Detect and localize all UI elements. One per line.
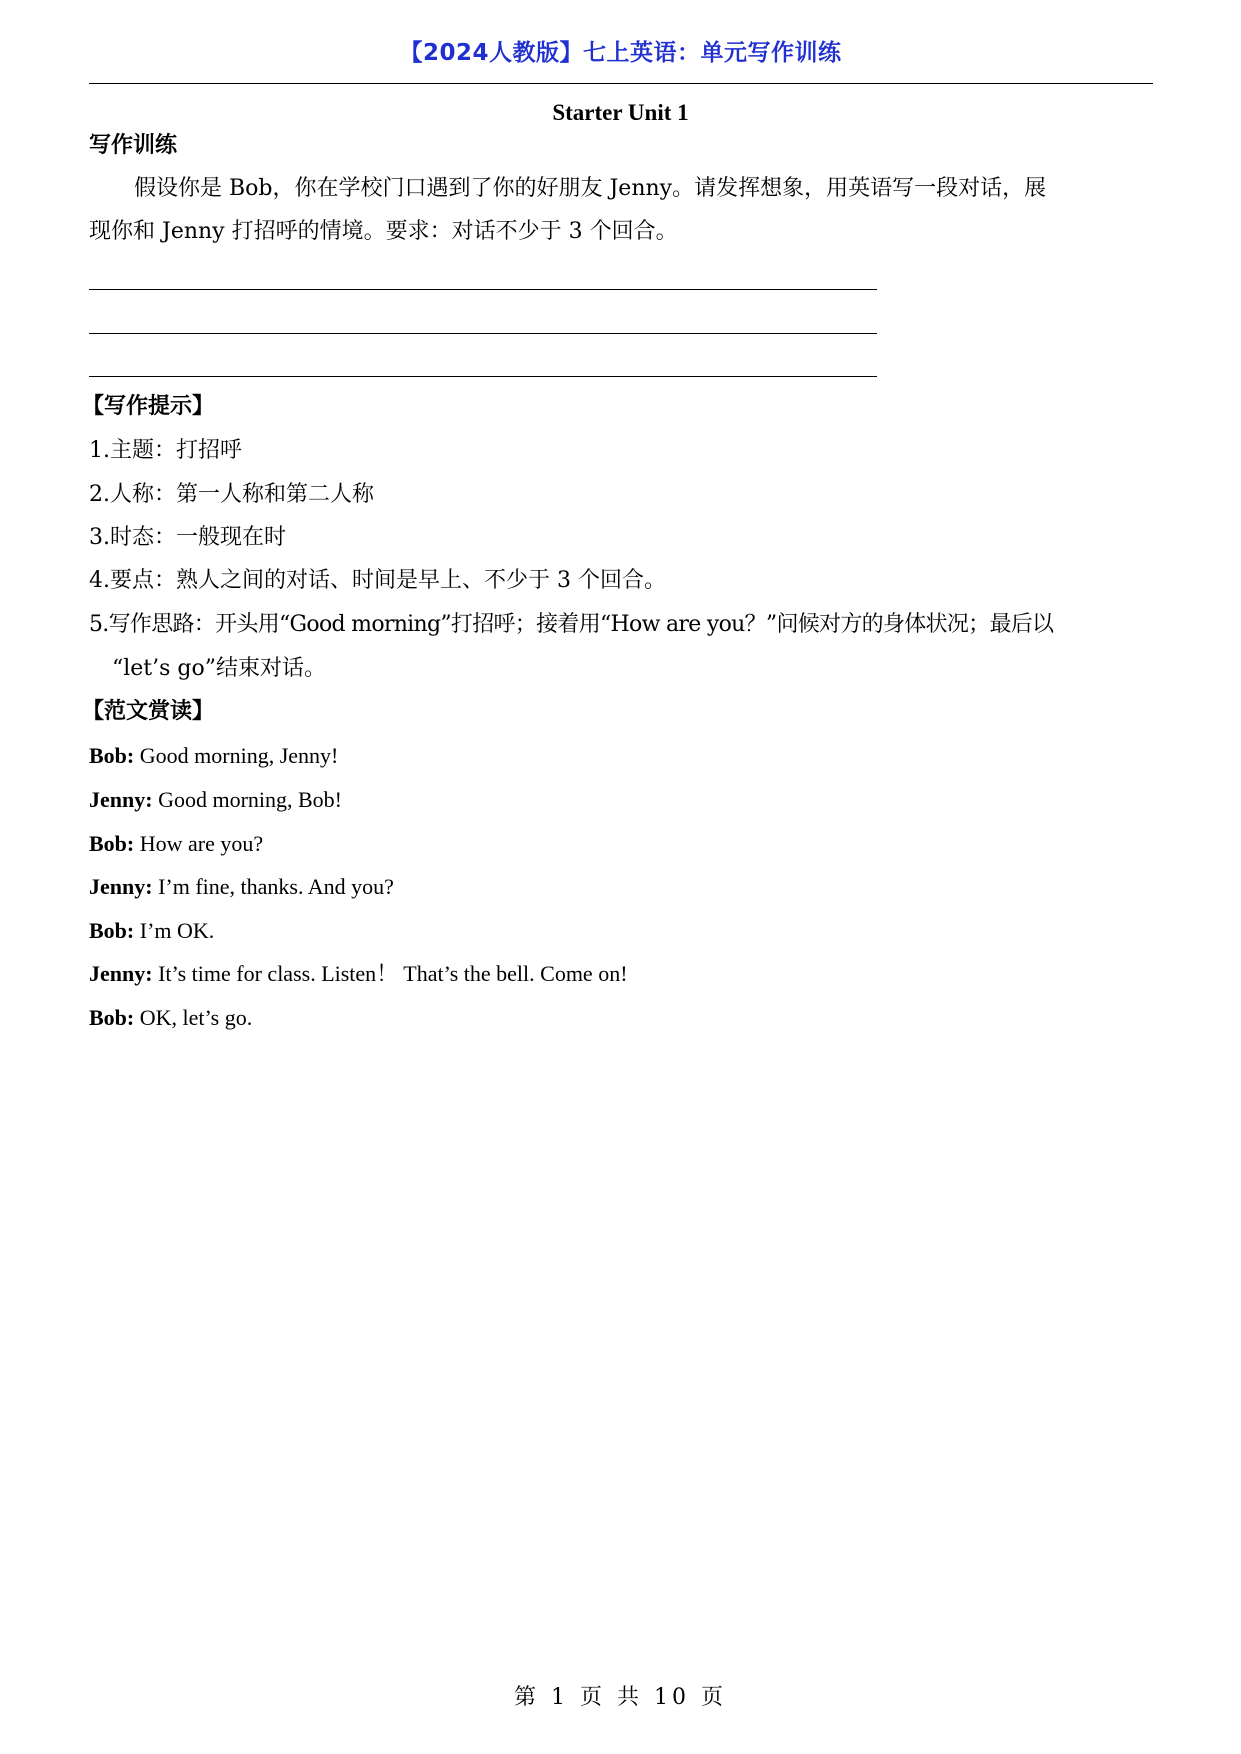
- dialogue-speaker: Jenny:: [89, 961, 153, 986]
- dialogue-speaker: Jenny:: [89, 874, 153, 899]
- dialogue-speaker: Bob:: [89, 831, 135, 856]
- dialogue-line: [89, 872, 394, 903]
- dialogue-line: [89, 741, 338, 772]
- header-divider: [89, 83, 1153, 84]
- dialogue-line: [89, 785, 342, 816]
- tip-item-2: 2.人称：第一人称和第二人称: [89, 482, 374, 507]
- tip-item-5-continued: “let’s go”结束对话。: [112, 656, 326, 681]
- answer-blank-line-2[interactable]: [89, 333, 877, 334]
- prompt-line-1: 假设你是 Bob，你在学校门口遇到了你的好朋友 Jenny。请发挥想象，用英语写一段对话，展: [134, 176, 1047, 201]
- dialogue-text: Good morning, Jenny!: [134, 743, 339, 768]
- dialogue-text: I’m OK.: [134, 918, 215, 943]
- tip-item-5: 5.写作思路：开头用“Good morning”打招呼；接着用“How are you？”问候对方的身体状况；最后以: [89, 612, 1054, 637]
- answer-blank-line-1[interactable]: [89, 289, 877, 290]
- dialogue-speaker: Bob:: [89, 918, 135, 943]
- dialogue-line: [89, 1003, 252, 1034]
- dialogue-text: OK, let’s go.: [134, 1005, 253, 1030]
- tips-heading: 【写作提示】: [82, 394, 215, 419]
- dialogue-line: [89, 829, 263, 860]
- prompt-line-2: 现你和 Jenny 打招呼的情境。要求：对话不少于 3 个回合。: [89, 219, 678, 244]
- section-heading-writing: 写作训练: [89, 133, 178, 158]
- dialogue-line: [89, 959, 628, 990]
- page-number-footer: 第 1 页 共 10 页: [514, 1685, 727, 1710]
- dialogue-text: I’m fine, thanks. And you?: [152, 874, 394, 899]
- tip-item-3: 3.时态：一般现在时: [89, 525, 286, 550]
- document-header-title: 【2024人教版】七上英语：单元写作训练: [399, 40, 842, 66]
- dialogue-text: Good morning, Bob!: [152, 787, 343, 812]
- tip-item-4: 4.要点：熟人之间的对话、时间是早上、不少于 3 个回合。: [89, 568, 666, 593]
- sample-heading: 【范文赏读】: [82, 699, 215, 724]
- dialogue-line: [89, 916, 214, 947]
- tip-item-1: 1.主题：打招呼: [89, 438, 242, 463]
- dialogue-speaker: Bob:: [89, 743, 135, 768]
- dialogue-text: How are you?: [134, 831, 264, 856]
- dialogue-speaker: Jenny:: [89, 787, 153, 812]
- dialogue-text: It’s time for class. Listen！ That’s the bell. Come on!: [152, 961, 628, 986]
- answer-blank-line-3[interactable]: [89, 376, 877, 377]
- dialogue-speaker: Bob:: [89, 1005, 135, 1030]
- unit-title: Starter Unit 1: [552, 100, 689, 125]
